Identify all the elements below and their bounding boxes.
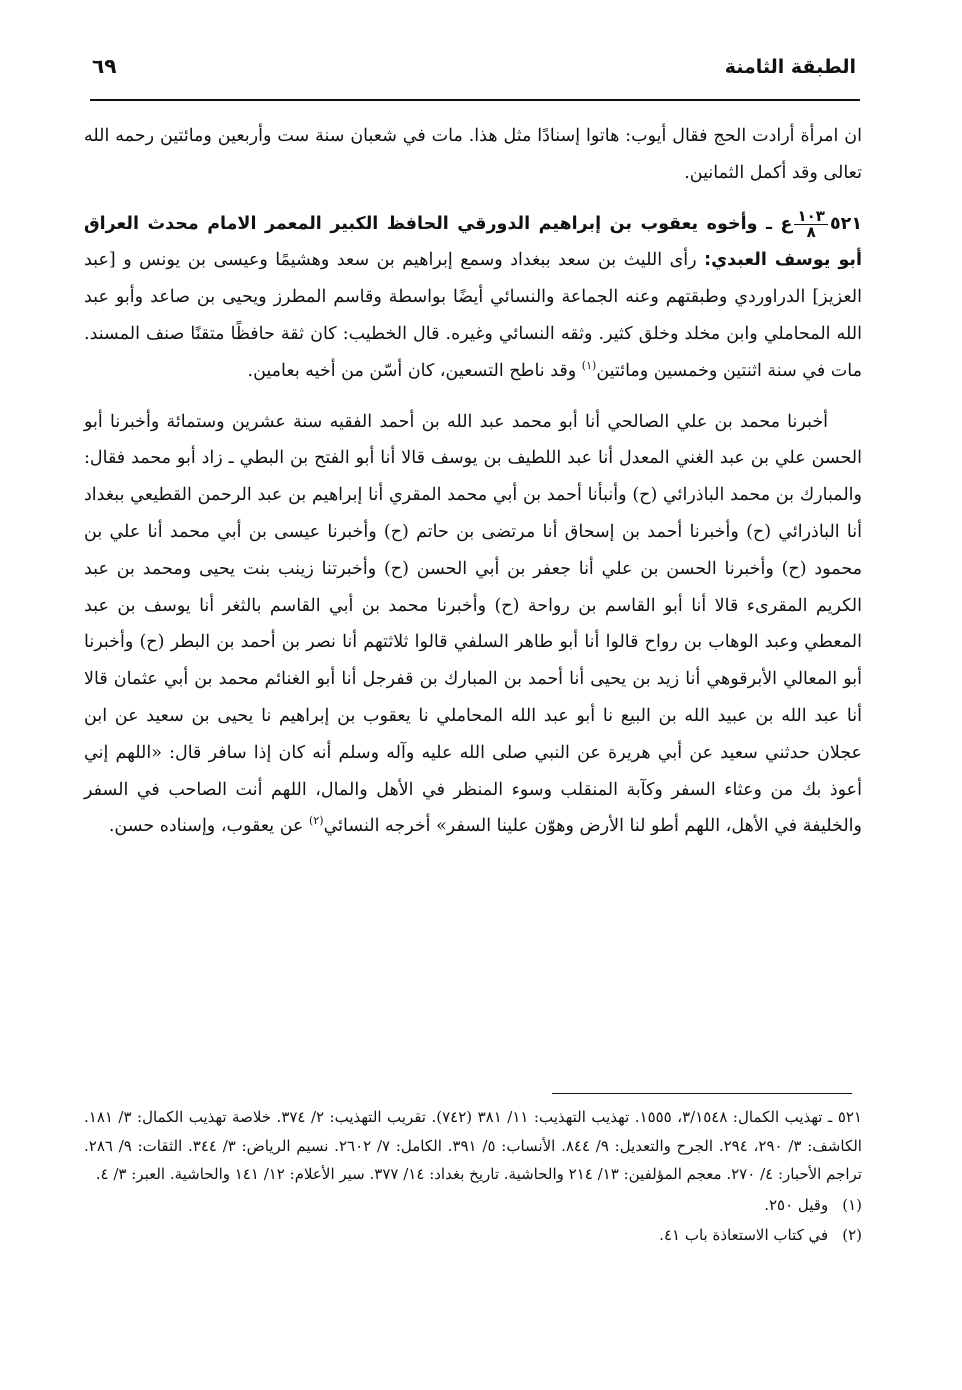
footnotes [84, 1103, 862, 1250]
entry-number: ٥٢١ [829, 213, 862, 234]
footnote-1-text: وقيل ٢٥٠. [764, 1195, 829, 1214]
footnote-rule [552, 1093, 852, 1094]
footnote-1 [84, 1191, 862, 1220]
isnad-paragraph [84, 404, 862, 846]
page-header [92, 52, 856, 92]
footnote-2-marker: (٢) [842, 1226, 862, 1245]
main-text [84, 118, 862, 859]
entry-symbol: ع [780, 213, 793, 234]
footnote-2-text: في كتاب الاستعاذة باب ٤١. [659, 1226, 829, 1245]
entry-body-end: وقد ناطح التسعين، كان أسّن من أخيه بعامين. [247, 360, 582, 381]
footnote-2 [84, 1221, 862, 1250]
footnote-sources: ٥٢١ ـ تهذيب الكمال: ٣/١٥٤٨، ١٥٥٥. تهذيب التهذيب: ١١/ ٣٨١ (٧٤٢). تقريب التهذيب: ٢/ ٣٧٤. خلاصة تهذيب الكمال: ٣/ ١٨١. الكاشف: ٣/ ٢٩٠، ٢٩٤. الجرح والتعديل: ٩/ ٨٤٤. الأنساب: ٥/ ٣٩١. الكامل: ٧/ ٢٦٠٢. نسيم الرياض: ٣/ ٣٤٤. الثقات: ٩/ ٢٨٦. تراجم الأحبار: ٤/ ٢٧٠. معجم المؤلفين: ١٣/ ٢١٤ والحاشية. تاريخ بغداد: ١٤/ ٣٧٧. سير الأعلام: ١٢/ ١٤١ والحاشية. العبر: ٣/ ٤. [84, 1108, 862, 1184]
footnote-ref-2[interactable]: (٢) [309, 814, 324, 828]
footnote-ref-1[interactable]: (١) [581, 358, 597, 372]
fraction-denominator: ٨ [806, 222, 816, 241]
entry-fraction [794, 206, 827, 241]
isnad-text: أخبرنا محمد بن علي الصالحي أنا أبو محمد عبد الله بن أحمد الفقيه سنة عشرين وستمائة وأخبرنا أبو الحسن علي بن عبد الغني المعدل أنا عبد اللطيف بن يوسف قالا أنا أبو الفتح بن البطي ـ زاد أبو محمد فقال: والمبارك بن محمد الباذرائي (ح) وأنبأنا أحمد بن أبي محمد المقري أنا إبراهيم بن عبد الرحمن القطيعي ببغداد أنا الباذرائي (ح) وأخبرنا أحمد بن إسحاق أنا مرتضى بن حاتم (ح) وأخبرنا عيسى بن أبي محمد أنا علي بن محمود (ح) وأخبرنا الحسن بن علي أنا جعفر بن أبي الحسن (ح) وأخبرتنا زينب بنت يحيى ومحمد بن عبد الكريم المقرىء قالا أنا أبو القاسم بن رواحة (ح) وأخبرنا محمد بن أبي القاسم بالثغر أنا يوسف بن عبد المعطي وعبد الوهاب بن رواح قالوا أنا أبو طاهر السلفي قالوا ثلاثتهم أنا نصر بن أحمد بن البطر (ح) وأخبرنا أبو المعالي الأبرقوهي أنا زيد بن يحيى أنا أحمد بن المبارك بن قفرجل أنا أبو الغنائم محمد بن أبي عثمان قالا أنا عبد الله بن عبيد الله بن البيع نا أبو عبد الله المحاملي نا يعقوب بن إبراهيم نا يحيى بن سعيد عن ابن عجلان حدثني سعيد عن أبي هريرة عن النبي صلى الله عليه وآله وسلم أنه كان إذا سافر قال: «اللهم إني أعوذ بك من وعثاء السفر وكآبة المنقلب وسوء المنظر في الأهل والمال، اللهم أنت الصاحب في السفر والخليفة في الأهل، اللهم أطو لنا الأرض وهوّن علينا السفر» أخرجه النسائي [84, 411, 863, 837]
header-rule [90, 99, 860, 101]
entry-heading: ـ وأخوه يعقوب بن إبراهيم الدورقي الحافظ الكبير المعمر الامام محدث العراق أبو يوسف العبدي: [84, 213, 862, 271]
isnad-text-end: عن يعقوب، وإسناده حسن. [108, 816, 310, 837]
intro-paragraph: ان امرأة أرادت الحج فقال أيوب: هاتوا إسنادًا مثل هذا. مات في شعبان سنة ست وأربعين ومائتين رحمه الله تعالى وقد أكمل الثمانين. [84, 126, 862, 183]
footnote-1-marker: (١) [842, 1195, 862, 1214]
biography-entry [84, 206, 862, 390]
fraction-numerator: ١٠٣ [794, 209, 827, 225]
entry-body: رأى الليث بن سعد ببغداد وسمع إبراهيم بن سعد وهشيمًا وعيسى بن يونس و [عبد العزيز] الدراوردي وطبقتهم وعنه الجماعة والنسائي أيضًا بواسطة وقاسم المطرز ويحيى بن صاعد وأبو عبد الله المحاملي وابن مخلد وخلق كثير. وثقه النسائي وغيره. قال الخطيب: كان ثقة حافظًا متقنًا صنف المسند. مات في سنة اثنتين وخمسين ومائتين [84, 250, 862, 381]
running-title: الطبقة الثامنة [724, 56, 856, 78]
page-number: ٦٩ [92, 54, 117, 78]
